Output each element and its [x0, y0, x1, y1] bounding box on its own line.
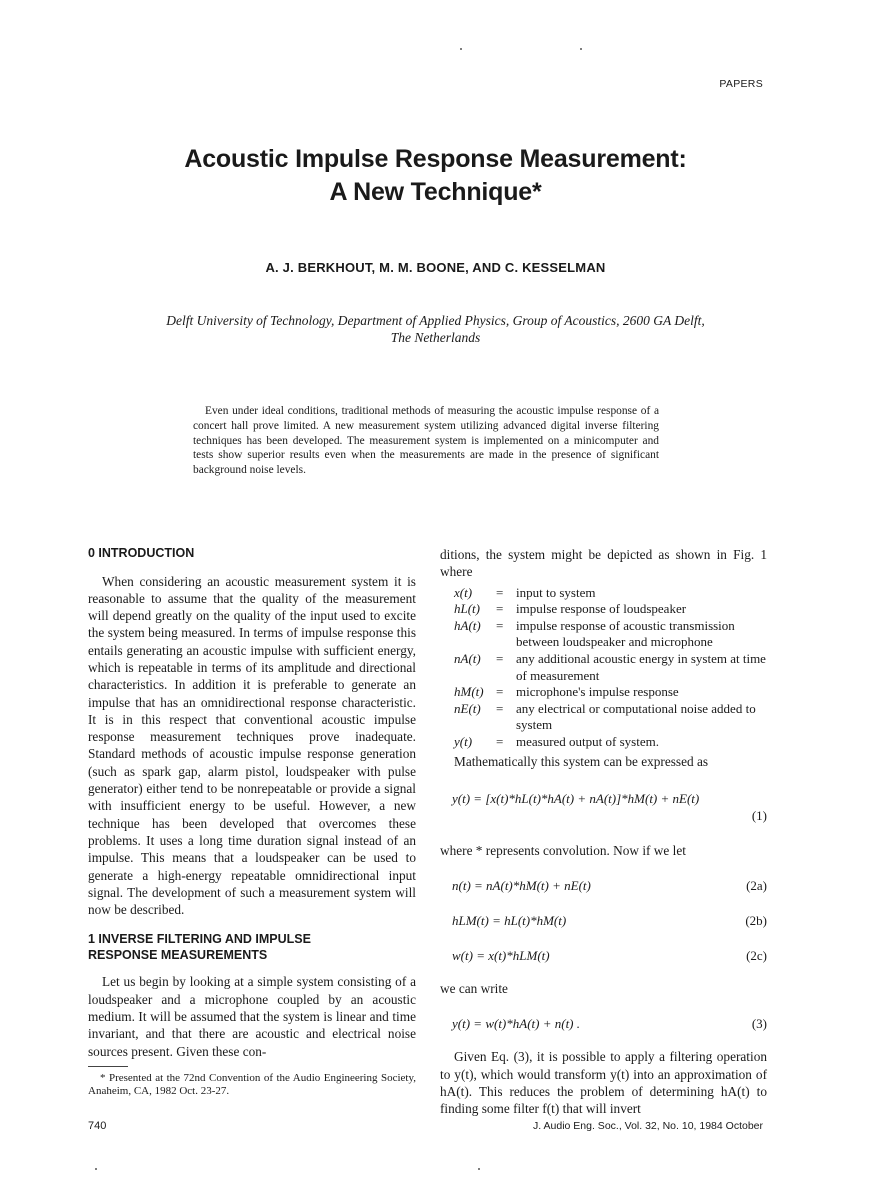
definition-symbol: nA(t) [454, 650, 481, 666]
equation-2c-body: w(t) = x(t)*hLM(t) [452, 948, 550, 964]
scan-speck [95, 1168, 97, 1170]
footnote-rule [88, 1066, 128, 1067]
equation-2c-number: (2c) [746, 948, 767, 964]
definition-row [454, 585, 767, 602]
abstract: Even under ideal conditions, traditional methods of measuring the acoustic impulse response of a concert hall prove limited. A new measurement system utilizing advanced digital inverse filtering techniques has been developed. The measurement system is implemented on a minicomputer and tests show superior results even when the measurements are made in the presence of significant background noise levels. [193, 405, 659, 477]
definition-row [454, 651, 767, 684]
title-line-2: A New Technique* [329, 178, 542, 206]
section-heading-line-1: 1 INVERSE FILTERING AND IMPULSE [88, 932, 311, 947]
affiliation-line-2: The Netherlands [390, 330, 481, 345]
symbol-definitions [454, 585, 767, 751]
page-number: 740 [88, 1120, 107, 1132]
equation-2c [440, 947, 767, 964]
running-header: PAPERS [719, 78, 763, 90]
definition-row [454, 601, 767, 618]
final-paragraph: Given Eq. (3), it is possible to apply a filtering operation to y(t), which would transform y(t) into an approximation of hA(t). This reduces the problem of determining hA(t) to finding some filter f(t) that will invert [440, 1049, 767, 1117]
definition-row [454, 734, 767, 751]
left-column [88, 546, 416, 1099]
equation-2b-body: hLM(t) = hL(t)*hM(t) [452, 913, 567, 929]
continuation-paragraph: ditions, the system might be depicted as shown in Fig. 1 where [440, 547, 767, 580]
equation-2b-number: (2b) [745, 913, 767, 929]
definition-row [454, 701, 767, 734]
scan-speck [580, 48, 582, 50]
definition-text: measured output of system. [516, 733, 659, 749]
definition-equals: = [496, 700, 504, 716]
journal-footer: J. Audio Eng. Soc., Vol. 32, No. 10, 1984 October [533, 1120, 763, 1132]
section-heading-inverse-filtering [88, 932, 416, 963]
definition-symbol: hL(t) [454, 601, 480, 617]
definition-equals: = [496, 733, 504, 749]
section1-paragraph: Let us begin by looking at a simple system consisting of a loudspeaker and a microphone coupled by an acoustic medium. It will be assumed that the system is linear and time invariant, and that there are acoustic and electrical noise sources present. Given these con- [88, 974, 416, 1059]
section-heading-line-2: RESPONSE MEASUREMENTS [88, 947, 268, 962]
right-column [440, 546, 767, 1118]
definition-symbol: y(t) [454, 733, 473, 749]
footnote: * Presented at the 72nd Convention of the Audio Engineering Society, Anaheim, CA, 1982 Oct. 23-27. [88, 1071, 416, 1098]
definition-equals: = [496, 584, 504, 600]
affiliation [110, 312, 761, 346]
equation-2a [440, 877, 767, 894]
definition-text: input to system [516, 584, 596, 600]
definition-text: impulse response of loudspeaker [516, 601, 687, 617]
definition-symbol: hA(t) [454, 617, 481, 633]
definition-equals: = [496, 684, 504, 700]
scan-speck [478, 1168, 480, 1170]
definition-text: any additional acoustic energy in system at time of measurement [516, 650, 766, 683]
convolution-text: where * represents convolution. Now if we let [440, 842, 686, 858]
write-text: we can write [440, 981, 508, 997]
definition-row [454, 618, 767, 651]
equation-2a-number: (2a) [746, 878, 767, 894]
definition-equals: = [496, 617, 504, 633]
equation-2b [440, 912, 767, 929]
definition-symbol: nE(t) [454, 700, 481, 716]
affiliation-line-1: Delft University of Technology, Department of Applied Physics, Group of Acoustics, 2600 GA Delft, [166, 313, 705, 328]
author-list: A. J. BERKHOUT, M. M. BOONE, AND C. KESSELMAN [265, 260, 606, 275]
equation-1 [440, 790, 767, 824]
paper-title [0, 143, 871, 209]
title-line-1: Acoustic Impulse Response Measurement: [184, 145, 687, 173]
definition-symbol: x(t) [454, 584, 473, 600]
equation-1-body: y(t) = [x(t)*hL(t)*hA(t) + nA(t)]*hM(t) + nE(t) [452, 790, 700, 806]
definition-text: impulse response of acoustic transmission between loudspeaker and microphone [516, 617, 735, 650]
equation-1-number: (1) [751, 807, 767, 823]
section-heading-introduction: 0 INTRODUCTION [88, 546, 195, 560]
definition-equals: = [496, 601, 504, 617]
scan-speck [460, 48, 462, 50]
introduction-paragraph: When considering an acoustic measurement system it is reasonable to assume that the quality of the measurement will depend greatly on the quality of the input used to excite the system being measured. In terms of impulse response this entails generating an acoustic impulse with sufficient energy, which is repeatable in terms of its amplitude and directional characteristics. In addition it is preferable to generate an impulse that has an omnidirectional response characteristic. It is in this respect that conventional acoustic impulse response measurement techniques prove inadequate. Standard methods of acoustic impulse response generation (such as spark gap, alarm pistol, loudspeaker with pulse generator) either tend to be nonrepeatable or provide a signal with insufficient energy to be useful. However, a new technique has been developed that overcomes these problems. It uses a long time duration signal instead of an impulse. This means that a loudspeaker can be used to generate a high-energy repeatable omnidirectional input signal. The development of such a measurement system will now be described. [88, 573, 416, 918]
equation-3-body: y(t) = w(t)*hA(t) + n(t) . [452, 1016, 581, 1032]
definition-text: microphone's impulse response [516, 684, 679, 700]
definition-row [454, 684, 767, 701]
equation-3 [440, 1015, 767, 1032]
equation-2a-body: n(t) = nA(t)*hM(t) + nE(t) [452, 878, 591, 894]
definition-text: any electrical or computational noise added to system [516, 700, 756, 733]
definition-symbol: hM(t) [454, 684, 484, 700]
equation-3-number: (3) [751, 1016, 767, 1032]
definition-equals: = [496, 650, 504, 666]
math-intro: Mathematically this system can be expressed as [454, 753, 709, 769]
